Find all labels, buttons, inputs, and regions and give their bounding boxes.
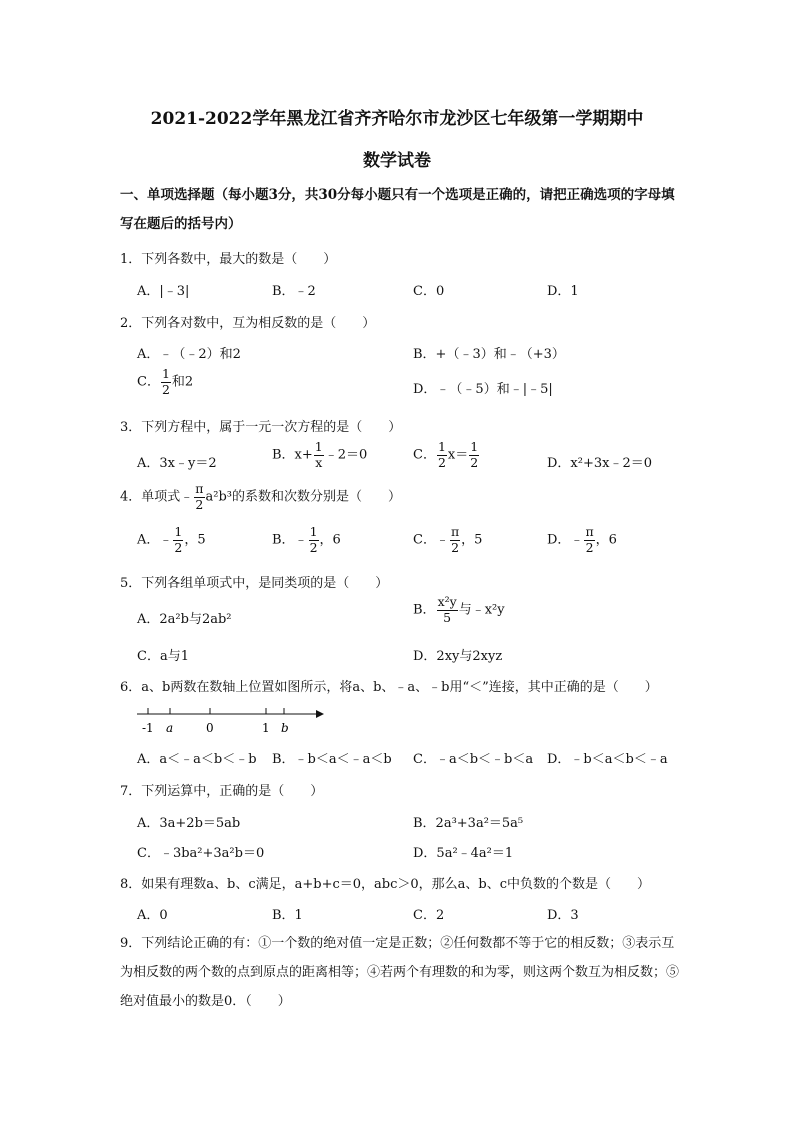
q1-option-b: B．﹣2 — [272, 284, 316, 299]
q8-option-c: C．2 — [413, 908, 445, 923]
q4-option-a: A．﹣ $\frac{1}{2}$ ，5 — [137, 524, 206, 555]
q2-option-c: C． $\frac{1}{2}$ 和2 — [137, 366, 194, 397]
q2-option-b: B．+（﹣3）和﹣（+3） — [413, 347, 565, 362]
q5-option-d: D．2xy与2xyz — [413, 649, 503, 664]
label-0: 0 — [206, 721, 214, 735]
q5-option-a: A．2a²b与2ab² — [137, 612, 232, 627]
q3-option-c: C． $\frac{1}{2}$ x＝ $\frac{1}{2}$ — [413, 439, 479, 470]
question-7: 7．下列运算中，正确的是（ ） — [120, 784, 324, 799]
q5-option-b: B． $\frac{\text{x²y}}{5}$ 与﹣x²y — [413, 594, 505, 625]
q7-option-a: A．3a+2b＝5ab — [137, 816, 241, 831]
q4-option-b: B．﹣ $\frac{1}{2}$ ，6 — [272, 524, 341, 555]
q5-option-c: C．a与1 — [137, 649, 189, 664]
question-8: 8．如果有理数a、b、c满足，a+b+c＝0，abc＞0，那么a、b、c中负数的个数是（ ） — [120, 877, 651, 892]
q3-option-d: D．x²+3x﹣2＝0 — [547, 456, 653, 471]
title-line-1: 2021-2022学年黑龙江省齐齐哈尔市龙沙区七年级第一学期期中 — [150, 109, 644, 129]
question-3: 3．下列方程中，属于一元一次方程的是（ ） — [120, 420, 402, 435]
label-b: b — [281, 721, 289, 735]
q4-option-d: D．﹣ $\frac{\pi}{2}$ ，6 — [547, 524, 617, 555]
q1-option-a: A．|﹣3| — [137, 284, 190, 299]
q6-option-d: D．﹣b＜a＜b＜﹣a — [547, 752, 668, 767]
question-5: 5．下列各组单项式中，是同类项的是（ ） — [120, 576, 389, 591]
q4-option-c: C．﹣ $\frac{\pi}{2}$ ，5 — [413, 524, 483, 555]
q6-option-b: B．﹣b＜a＜﹣a＜b — [272, 752, 392, 767]
question-4: 4．单项式﹣ $\frac{\pi}{2}$ a²b³的系数和次数分别是（ ） — [120, 481, 401, 512]
number-line-arrow — [316, 710, 324, 718]
question-6: 6．a、b两数在数轴上位置如图所示，将a、b、﹣a、﹣b用“＜”连接，其中正确的是（ ） — [120, 680, 658, 695]
question-1: 1．下列各数中，最大的数是（ ） — [120, 252, 337, 267]
section-heading: 一、单项选择题（每小题3分，共30分每小题只有一个选项是正确的，请把正确选项的字母填写在题后的括号内） — [120, 187, 675, 232]
q6-option-c: C．﹣a＜b＜﹣b＜a — [413, 752, 534, 767]
q8-option-d: D．3 — [547, 908, 579, 923]
q2-option-d: D．﹣（﹣5）和﹣|﹣5| — [413, 382, 553, 397]
number-line-figure — [134, 700, 334, 740]
label-a: a — [166, 721, 174, 735]
q3-option-b: B．x+ $\frac{1}{x}$ ﹣2＝0 — [272, 439, 368, 470]
q8-option-b: B．1 — [272, 908, 303, 923]
q1-option-c: C．0 — [413, 284, 445, 299]
q3-option-a: A．3x﹣y＝2 — [137, 456, 217, 471]
q2-option-a: A．﹣（﹣2）和2 — [137, 347, 241, 362]
q7-option-d: D．5a²﹣4a²＝1 — [413, 846, 514, 861]
label-neg1: -1 — [142, 721, 154, 735]
question-2: 2．下列各对数中，互为相反数的是（ ） — [120, 316, 376, 331]
q7-option-b: B．2a³+3a²＝5a⁵ — [413, 816, 524, 831]
q1-option-d: D．1 — [547, 284, 579, 299]
label-1: 1 — [262, 721, 270, 735]
q8-option-a: A．0 — [137, 908, 168, 923]
q6-option-a: A．a＜﹣a＜b＜﹣b — [137, 752, 257, 767]
question-9: 9．下列结论正确的有：①一个数的绝对值一定是正数；②任何数都不等于它的相反数；③表示互为相反数的两个数的点到原点的距离相等；④若两个有理数的和为零，则这两个数互为相反数；⑤绝对值最小的数是0．（ ） — [120, 936, 680, 1009]
q7-option-c: C．﹣3ba²+3a²b＝0 — [137, 846, 265, 861]
title-line-2: 数学试卷 — [363, 151, 431, 171]
